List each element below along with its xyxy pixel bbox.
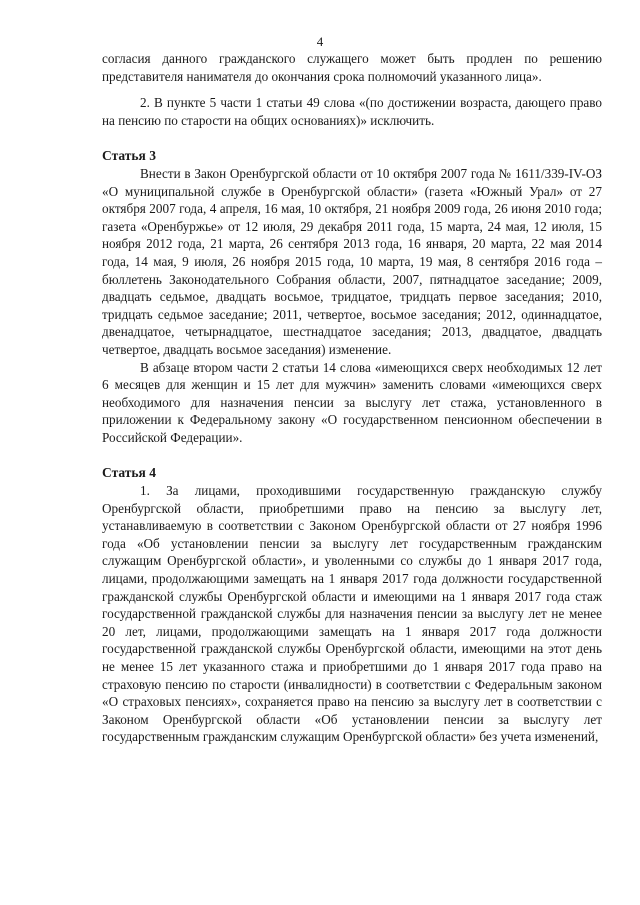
article-4-heading: Статья 4 <box>102 465 156 481</box>
document-body <box>102 50 602 746</box>
paragraph-continuation: согласия данного гражданского служащего может быть продлен по решению представителя нанимателя до окончания срока полномочий указанного лица». <box>102 51 602 84</box>
article-3-heading: Статья 3 <box>102 148 156 164</box>
article-3-paragraph-2: В абзаце втором части 2 статьи 14 слова «имеющихся сверх необходимых 12 лет 6 месяцев для женщин и 15 лет для мужчин» заменить словами «имеющихся сверх необходимого для назначения пенсии за выслугу лет стажа, установленного в приложении к Федеральному закону «О государственном пенсионном обеспечении в Российской Федерации». <box>102 359 602 445</box>
article-3-paragraph-1: Внести в Закон Оренбургской области от 10 октября 2007 года № 1611/339-IV-ОЗ «О муниципальной службе в Оренбургской области» (газета «Южный Урал» от 27 октября 2007 года, 4 апреля, 16 мая, 10 октября, 21 ноября 2009 года, 26 июня 2010 года; газета «Оренбуржье» от 12 июля, 29 декабря 2011 года, 15 марта, 24 мая, 12 июля, 15 ноября 2012 года, 21 марта, 26 сентября 2013 года, 16 января, 20 марта, 22 мая 2014 года, 14 мая, 9 июля, 26 ноября 2015 года, 10 марта, 19 мая, 8 сентября 2016 года – бюллетень Законодательного Собрания области, 2007, пятнадцатое заседание; 2009, двадцать седьмое, двадцать восьмое, тридцатое, тридцать первое заседания; 2010, тридцать седьмое заседание; 2011, четвертое, восьмое заседания; 2012, одиннадцатое, двенадцатое, четырнадцатое, шестнадцатое заседания; 2013, двадцатое, двадцать четвертое, двадцать восьмое заседания) изменение. <box>102 165 602 357</box>
article-4-paragraph-1: 1. За лицами, проходившими государственную гражданскую службу Оренбургской области, приобретшими право на пенсию за выслугу лет, устанавливаемую в соответствии с Законом Оренбургской области от 27 ноября 1996 года «Об установлении пенсии за выслугу лет государственным гражданским служащим Оренбургской области», и уволенными со службы до 1 января 2017 года, лицами, продолжающими замещать на 1 января 2017 года должности государственной гражданской службы Оренбургской области и имеющими на 1 января 2017 года стаж государственной гражданской службы для назначения пенсии за выслугу лет не менее 20 лет, лицами, продолжающими замещать на 1 января 2017 года должности государственной гражданской службы Оренбургской области, имеющими на этот день не менее 15 лет указанного стажа и приобретшими до 1 января 2017 года право на страховую пенсию по старости (инвалидности) в соответствии с Федеральным законом «О страховых пенсиях», сохраняется право на пенсию за выслугу лет в соответствии с Законом Оренбургской области «Об установлении пенсии за выслугу лет государственным гражданским служащим Оренбургской области» без учета изменений, <box>102 483 602 745</box>
paragraph-item-2: 2. В пункте 5 части 1 статьи 49 слова «(по достижении возраста, дающего право на пенсию по старости на общих основаниях)» исключить. <box>102 95 602 128</box>
page-number: 4 <box>316 34 324 49</box>
